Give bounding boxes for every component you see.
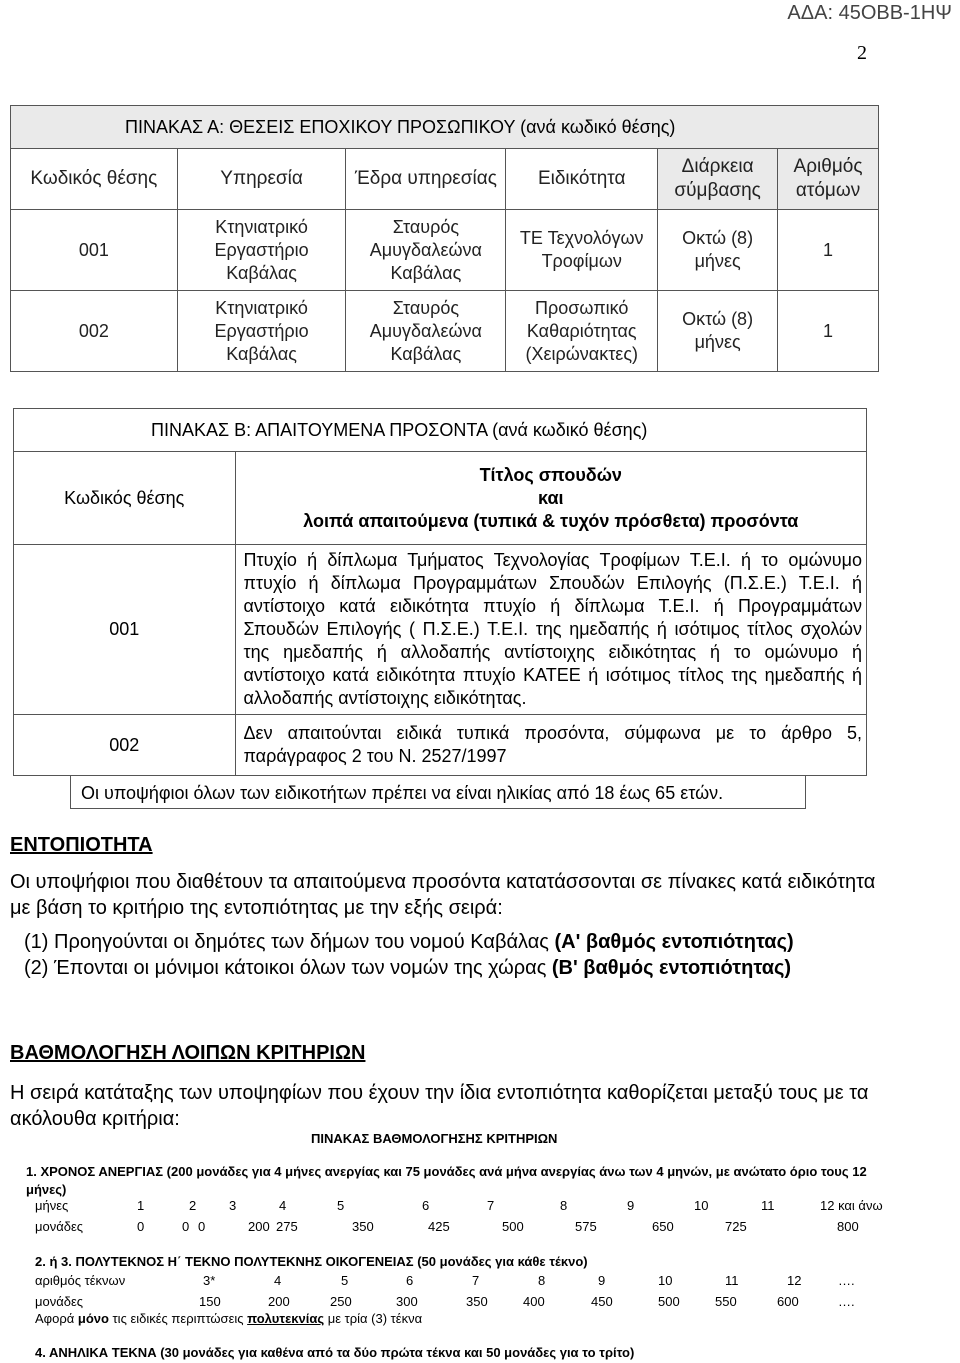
page-number: 2	[857, 42, 867, 64]
score-cell: 8	[538, 1273, 546, 1288]
table-a	[10, 105, 879, 372]
score-cell: 400	[523, 1294, 545, 1309]
score-cell: 8	[560, 1198, 568, 1213]
score-cell: 10	[658, 1273, 673, 1288]
table-cell: Σταυρός Αμυγδαλεώνα Καβάλας	[346, 210, 506, 291]
score-cell: 5	[341, 1273, 349, 1288]
score-cell: 800	[837, 1219, 859, 1234]
score-cell: 12	[787, 1273, 802, 1288]
score-cell: ….	[838, 1294, 855, 1309]
note-text: Αφορά	[35, 1311, 78, 1326]
table-a-header: Κωδικός θέσης	[11, 149, 178, 210]
row-label: αριθμός τέκνων	[35, 1273, 126, 1288]
row-label: μονάδες	[35, 1219, 84, 1234]
header-line: Τίτλος σπουδών	[479, 464, 622, 485]
score-cell: 11	[761, 1198, 775, 1213]
score-cell: 7	[472, 1273, 480, 1288]
criteria-table-title: ΠΙΝΑΚΑΣ ΒΑΘΜΟΛΟΓΗΣΗΣ ΚΡΙΤΗΡΙΩΝ	[311, 1131, 558, 1146]
table-a-header: Έδρα υπηρεσίας	[346, 149, 506, 210]
table-cell-qualifications: Δεν απαιτούνται ειδικά τυπικά προσόντα, σύμφωνα με το άρθρο 5, παράγραφος 2 του Ν. 2527/1997	[235, 715, 866, 776]
table-cell: Προσωπικό Καθαριότητας (Χειρώνακτες)	[506, 291, 658, 372]
score-cell: 5	[337, 1198, 345, 1213]
criterion-1-months-row	[35, 1196, 905, 1216]
table-a-header: Ειδικότητα	[506, 149, 658, 210]
criterion-2-children-row	[35, 1271, 905, 1291]
score-cell: 350	[352, 1219, 374, 1234]
score-cell: 3*	[203, 1273, 216, 1288]
score-cell: 425	[428, 1219, 450, 1234]
table-a-header: Υπηρεσία	[177, 149, 346, 210]
score-cell: 0	[137, 1219, 145, 1234]
score-cell: 250	[330, 1294, 352, 1309]
score-cell: 4	[274, 1273, 282, 1288]
table-row	[14, 545, 867, 715]
score-cell: 7	[487, 1198, 495, 1213]
score-cell: 300	[396, 1294, 418, 1309]
item-text: (1) Προηγούνται οι δημότες των δήμων του νομού Καβάλας	[24, 931, 555, 953]
table-cell: Κτηνιατρικό Εργαστήριο Καβάλας	[177, 210, 346, 291]
table-a-title: ΠΙΝΑΚΑΣ Α: ΘΕΣΕΙΣ ΕΠΟΧΙΚΟΥ ΠΡΟΣΩΠΙΚΟΥ (ανά κωδικό θέσης)	[11, 106, 879, 149]
age-note: Οι υποψήφιοι όλων των ειδικοτήτων πρέπει να είναι ηλικίας από 18 έως 65 ετών.	[70, 775, 806, 809]
criterion-4-title: 4. ΑΝΗΛΙΚΑ ΤΕΚΝΑ (30 μονάδες για καθένα από τα δύο πρώτα τέκνα και 50 μονάδες για το τρίτο)	[35, 1345, 635, 1360]
score-cell: 575	[575, 1219, 597, 1234]
item-bold: (Α' βαθμός εντοπιότητας)	[554, 931, 794, 953]
score-cell: 9	[598, 1273, 606, 1288]
header-line: λοιπά απαιτούμενα (τυπικά & τυχόν πρόσθετα) προσόντα	[303, 510, 799, 531]
table-cell-code: 002	[14, 715, 236, 776]
table-row	[11, 291, 879, 372]
score-cell: 550	[715, 1294, 737, 1309]
criterion-2-points-row	[35, 1292, 905, 1312]
table-a-header: Αριθμός ατόμων	[778, 149, 879, 210]
score-cell: 0	[198, 1219, 206, 1234]
score-cell: 1	[137, 1198, 145, 1213]
table-cell: 002	[11, 291, 178, 372]
entopiotita-item-1	[24, 929, 884, 955]
table-b	[13, 408, 867, 776]
score-cell: 0	[182, 1219, 190, 1234]
score-cell: 275	[276, 1219, 298, 1234]
score-cell: 11	[725, 1273, 739, 1288]
note-text: τις ειδικές περιπτώσεις	[108, 1311, 248, 1326]
criteria-intro: Η σειρά κατάταξης των υποψηφίων που έχουν την ίδια εντοπιότητα καθορίζεται μεταξύ τους με τα ακόλουθα κριτήρια:	[10, 1082, 869, 1130]
score-cell: 2	[189, 1198, 197, 1213]
table-cell: 1	[778, 210, 879, 291]
score-cell: 9	[627, 1198, 635, 1213]
note-bold-underline: πολυτεκνίας	[247, 1311, 325, 1326]
criterion-2-note	[35, 1311, 422, 1326]
entopiotita-intro: Οι υποψήφιοι που διαθέτουν τα απαιτούμενα προσόντα κατατάσσονται σε πίνακες κατά ειδικότητα με βάση το κριτήριο της εντοπιότητας με την εξής σειρά:	[10, 871, 876, 919]
table-a-header: Διάρκεια σύμβασης	[658, 149, 778, 210]
row-label: μήνες	[35, 1198, 69, 1213]
score-cell: 6	[422, 1198, 430, 1213]
note-text: με τρία (3) τέκνα	[324, 1311, 423, 1326]
score-cell: 4	[279, 1198, 287, 1213]
score-cell: 10	[694, 1198, 709, 1213]
score-cell: 200	[248, 1219, 270, 1234]
note-bold: μόνο	[77, 1311, 109, 1326]
header-line: και	[538, 487, 564, 508]
table-cell-code: 001	[14, 545, 236, 715]
table-b-header-row	[14, 452, 867, 545]
table-b-header-code: Κωδικός θέσης	[14, 452, 236, 545]
item-bold: (Β' βαθμός εντοπιότητας)	[551, 957, 792, 979]
score-cell: 725	[725, 1219, 747, 1234]
score-cell: 350	[466, 1294, 488, 1309]
score-cell: 12 και άνω	[820, 1198, 883, 1213]
criterion-1-points-row	[35, 1217, 905, 1237]
section-heading-entopiotita: ΕΝΤΟΠΙΟΤΗΤΑ	[10, 834, 153, 856]
item-text: (2) Έπονται οι μόνιμοι κάτοικοι όλων των νομών της χώρας	[24, 957, 552, 979]
criterion-1-title: 1. ΧΡΟΝΟΣ ΑΝΕΡΓΙΑΣ (200 μονάδες για 4 μήνες ανεργίας και 75 μονάδες ανά μήνα ανεργίας άνω των 4 μηνών, με ανώτατο όριο τους 12 μήνες)	[26, 1164, 867, 1197]
table-a-header-row	[11, 149, 879, 210]
score-cell: 500	[658, 1294, 680, 1309]
score-cell: ….	[838, 1273, 855, 1288]
score-cell: 3	[229, 1198, 237, 1213]
table-b-title: ΠΙΝΑΚΑΣ Β: ΑΠΑΙΤΟΥΜΕΝΑ ΠΡΟΣΟΝΤΑ (ανά κωδικό θέσης)	[14, 409, 867, 452]
table-cell-qualifications: Πτυχίο ή δίπλωμα Τμήματος Τεχνολογίας Τροφίμων Τ.Ε.Ι. ή το ομώνυμο πτυχίο ή δίπλωμα Προγραμμάτων Σπουδών Επιλογής (Π.Σ.Ε.) Τ.Ε.Ι. ή αντίστοιχο κατά ειδικότητα πτυχίο ή δίπλωμα Τ.Ε.Ι. ή Προγραμμάτων Σπουδών Επιλογής ( Π.Σ.Ε.) Τ.Ε.Ι. της ημεδαπής ή ισότιμος τίτλος σχολών της ημεδαπής ή αλλοδαπής αντίστοιχης ειδικότητας ή το ομώνυμο ή αντίστοιχο κατά ειδικότητα πτυχίο ΚΑΤΕΕ ή ισότιμος τίτλος της ημεδαπής ή αλλοδαπής αντίστοιχης ειδικότητας.	[235, 545, 866, 715]
table-row	[11, 210, 879, 291]
score-cell: 6	[406, 1273, 414, 1288]
table-row	[14, 715, 867, 776]
score-cell: 200	[268, 1294, 290, 1309]
table-cell: Οκτώ (8) μήνες	[658, 291, 778, 372]
table-cell: Κτηνιατρικό Εργαστήριο Καβάλας	[177, 291, 346, 372]
table-cell: Σταυρός Αμυγδαλεώνα Καβάλας	[346, 291, 506, 372]
criterion-2-title: 2. ή 3. ΠΟΛΥΤΕΚΝΟΣ Η΄ ΤΕΚΝΟ ΠΟΛΥΤΕΚΝΗΣ ΟΙΚΟΓΕΝΕΙΑΣ (50 μονάδες για κάθε τέκνο)	[35, 1254, 588, 1269]
table-cell: Οκτώ (8) μήνες	[658, 210, 778, 291]
table-cell: 001	[11, 210, 178, 291]
table-b-header-qualifications	[235, 452, 866, 545]
score-cell: 500	[502, 1219, 524, 1234]
entopiotita-item-2	[24, 955, 872, 981]
score-cell: 150	[199, 1294, 221, 1309]
table-cell: ΤΕ Τεχνολόγων Τροφίμων	[506, 210, 658, 291]
row-label: μονάδες	[35, 1294, 84, 1309]
table-cell: 1	[778, 291, 879, 372]
score-cell: 600	[777, 1294, 799, 1309]
score-cell: 650	[652, 1219, 674, 1234]
section-heading-criteria: ΒΑΘΜΟΛΟΓΗΣΗ ΛΟΙΠΩΝ ΚΡΙΤΗΡΙΩΝ	[10, 1042, 366, 1064]
ada-code: ΑΔΑ: 45ΟΒΒ-1ΗΨ	[787, 2, 952, 24]
score-cell: 450	[591, 1294, 613, 1309]
